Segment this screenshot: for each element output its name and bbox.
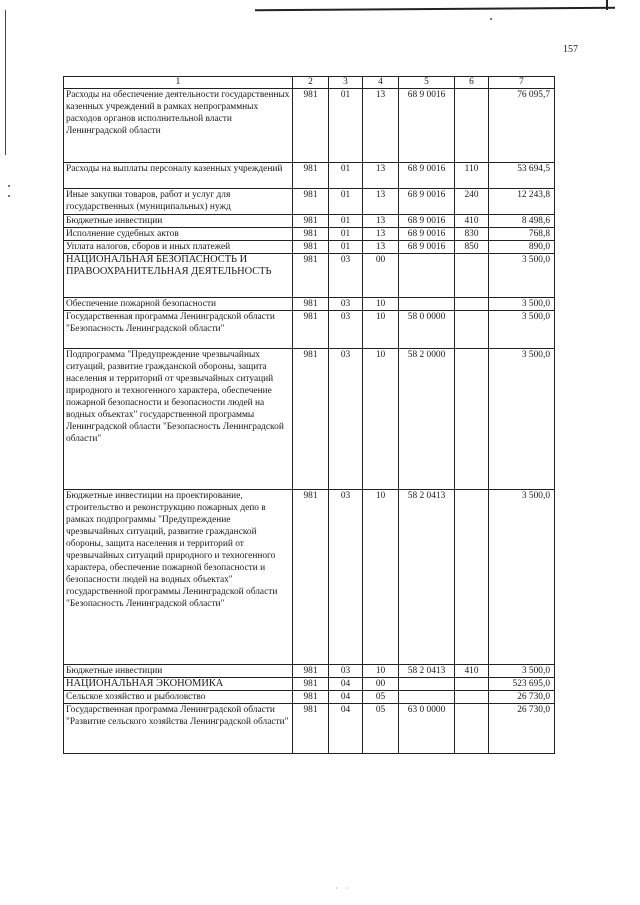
- item-name: НАЦИОНАЛЬНАЯ БЕЗОПАСНОСТЬ И ПРАВООХРАНИТЕЛЬНАЯ ДЕЯТЕЛЬНОСТЬ: [64, 254, 293, 298]
- amount: 12 243,8: [489, 189, 555, 215]
- item-name: Сельское хозяйство и рыболовство: [64, 691, 293, 704]
- header-cell: 2: [293, 77, 329, 89]
- header-cell: 1: [64, 77, 293, 89]
- amount: 8 498,6: [489, 215, 555, 228]
- item-name: Бюджетные инвестиции на проектирование, строительство и реконструкцию пожарных депо в рамках подпрограммы "Предупреждение чрезвычайных ситуаций, развитие гражданской обороны, защита населения и территорий от чрезвычайных ситуаций природного и техногенного характера, обеспечение пожарной безопасности и безопасности людей на водных объектах" государственной программы Ленинградской области "Безопасность Ленинградской области": [64, 490, 293, 665]
- subsection-code: 13: [363, 189, 399, 215]
- amount: 3 500,0: [489, 311, 555, 349]
- subsection-code: 10: [363, 349, 399, 490]
- target-code: 58 2 0000: [399, 349, 455, 490]
- section-code: 01: [329, 215, 363, 228]
- subsection-code: 05: [363, 704, 399, 754]
- subsection-code: 10: [363, 298, 399, 311]
- table-row: [64, 311, 555, 349]
- amount: 3 500,0: [489, 349, 555, 490]
- scan-artifact-line: [255, 7, 615, 12]
- target-code: [399, 298, 455, 311]
- item-name: Расходы на обеспечение деятельности государственных казенных учреждений в рамках непрограммных расходов органов исполнительной власти Ленинградской области: [64, 89, 293, 163]
- header-cell: 7: [489, 77, 555, 89]
- section-code: 03: [329, 665, 363, 678]
- item-name: Государственная программа Ленинградской области "Развитие сельского хозяйства Ленинградской области": [64, 704, 293, 754]
- expense-type: [455, 678, 489, 691]
- admin-code: 981: [293, 189, 329, 215]
- scan-artifact-bottom: · ·: [335, 884, 352, 893]
- table-row: [64, 241, 555, 254]
- item-name: Обеспечение пожарной безопасности: [64, 298, 293, 311]
- table-row: [64, 678, 555, 691]
- section-code: 04: [329, 691, 363, 704]
- subsection-code: 10: [363, 490, 399, 665]
- admin-code: 981: [293, 691, 329, 704]
- target-code: [399, 254, 455, 298]
- expense-type: 410: [455, 215, 489, 228]
- target-code: 68 9 0016: [399, 189, 455, 215]
- target-code: 68 9 0016: [399, 228, 455, 241]
- expense-type: 850: [455, 241, 489, 254]
- admin-code: 981: [293, 163, 329, 189]
- admin-code: 981: [293, 254, 329, 298]
- section-code: 03: [329, 254, 363, 298]
- section-code: 03: [329, 349, 363, 490]
- table-row: [64, 349, 555, 490]
- amount: 26 730,0: [489, 704, 555, 754]
- admin-code: 981: [293, 241, 329, 254]
- table-row: [64, 298, 555, 311]
- section-code: 01: [329, 189, 363, 215]
- amount: 890,0: [489, 241, 555, 254]
- scan-artifact-dot: [490, 18, 492, 20]
- amount: 26 730,0: [489, 691, 555, 704]
- expense-type: 830: [455, 228, 489, 241]
- amount: 523 695,0: [489, 678, 555, 691]
- expense-type: 240: [455, 189, 489, 215]
- item-name: Расходы на выплаты персоналу казенных учреждений: [64, 163, 293, 189]
- header-cell: 3: [329, 77, 363, 89]
- admin-code: 981: [293, 490, 329, 665]
- item-name: Бюджетные инвестиции: [64, 665, 293, 678]
- section-code: 04: [329, 678, 363, 691]
- table-row: [64, 189, 555, 215]
- expense-type: [455, 298, 489, 311]
- admin-code: 981: [293, 89, 329, 163]
- section-code: 03: [329, 311, 363, 349]
- expense-type: [455, 89, 489, 163]
- target-code: 58 0 0000: [399, 311, 455, 349]
- scan-artifact-dot: [8, 195, 10, 197]
- amount: 53 694,5: [489, 163, 555, 189]
- amount: 76 095,7: [489, 89, 555, 163]
- target-code: [399, 678, 455, 691]
- header-cell: 4: [363, 77, 399, 89]
- section-code: 04: [329, 704, 363, 754]
- subsection-code: 00: [363, 678, 399, 691]
- amount: 3 500,0: [489, 490, 555, 665]
- item-name: НАЦИОНАЛЬНАЯ ЭКОНОМИКА: [64, 678, 293, 691]
- subsection-code: 13: [363, 215, 399, 228]
- amount: 768,8: [489, 228, 555, 241]
- amount: 3 500,0: [489, 665, 555, 678]
- admin-code: 981: [293, 678, 329, 691]
- expense-type: 110: [455, 163, 489, 189]
- admin-code: 981: [293, 704, 329, 754]
- section-code: 03: [329, 490, 363, 665]
- admin-code: 981: [293, 665, 329, 678]
- expense-type: [455, 691, 489, 704]
- item-name: Подпрограмма "Предупреждение чрезвычайных ситуаций, развитие гражданской обороны, защита населения и территорий от чрезвычайных ситуаций природного и техногенного характера, обеспечение пожарной безопасности и безопасности людей на водных объектах" государственной программы Ленинградской области "Безопасность Ленинградской области": [64, 349, 293, 490]
- admin-code: 981: [293, 228, 329, 241]
- header-cell: 5: [399, 77, 455, 89]
- scan-artifact-dot: [8, 185, 10, 187]
- scan-artifact-edge: [5, 10, 6, 155]
- subsection-code: 10: [363, 665, 399, 678]
- section-code: 01: [329, 163, 363, 189]
- target-code: [399, 691, 455, 704]
- table-row: [64, 228, 555, 241]
- table-row: [64, 163, 555, 189]
- expense-type: 410: [455, 665, 489, 678]
- item-name: Исполнение судебных актов: [64, 228, 293, 241]
- admin-code: 981: [293, 215, 329, 228]
- item-name: Уплата налогов, сборов и иных платежей: [64, 241, 293, 254]
- expense-type: [455, 490, 489, 665]
- expense-type: [455, 349, 489, 490]
- table-row: [64, 254, 555, 298]
- subsection-code: 05: [363, 691, 399, 704]
- section-code: 01: [329, 89, 363, 163]
- table-row: [64, 490, 555, 665]
- section-code: 03: [329, 298, 363, 311]
- target-code: 68 9 0016: [399, 241, 455, 254]
- subsection-code: 13: [363, 228, 399, 241]
- header-row: [64, 77, 555, 89]
- admin-code: 981: [293, 349, 329, 490]
- target-code: 68 9 0016: [399, 163, 455, 189]
- item-name: Бюджетные инвестиции: [64, 215, 293, 228]
- section-code: 01: [329, 228, 363, 241]
- table-row: [64, 704, 555, 754]
- subsection-code: 13: [363, 241, 399, 254]
- target-code: 58 2 0413: [399, 490, 455, 665]
- subsection-code: 00: [363, 254, 399, 298]
- admin-code: 981: [293, 311, 329, 349]
- target-code: 58 2 0413: [399, 665, 455, 678]
- subsection-code: 10: [363, 311, 399, 349]
- table-row: [64, 691, 555, 704]
- subsection-code: 13: [363, 89, 399, 163]
- section-code: 01: [329, 241, 363, 254]
- scan-artifact-mark: [606, 0, 608, 10]
- expense-type: [455, 704, 489, 754]
- budget-table: [63, 76, 555, 754]
- admin-code: 981: [293, 298, 329, 311]
- amount: 3 500,0: [489, 254, 555, 298]
- table-row: [64, 89, 555, 163]
- expense-type: [455, 254, 489, 298]
- target-code: 68 9 0016: [399, 89, 455, 163]
- item-name: Иные закупки товаров, работ и услуг для государственных (муниципальных) нужд: [64, 189, 293, 215]
- amount: 3 500,0: [489, 298, 555, 311]
- subsection-code: 13: [363, 163, 399, 189]
- table-row: [64, 665, 555, 678]
- header-cell: 6: [455, 77, 489, 89]
- target-code: 63 0 0000: [399, 704, 455, 754]
- expense-type: [455, 311, 489, 349]
- target-code: 68 9 0016: [399, 215, 455, 228]
- table-row: [64, 215, 555, 228]
- page-number: 157: [563, 44, 578, 55]
- item-name: Государственная программа Ленинградской области "Безопасность Ленинградской области": [64, 311, 293, 349]
